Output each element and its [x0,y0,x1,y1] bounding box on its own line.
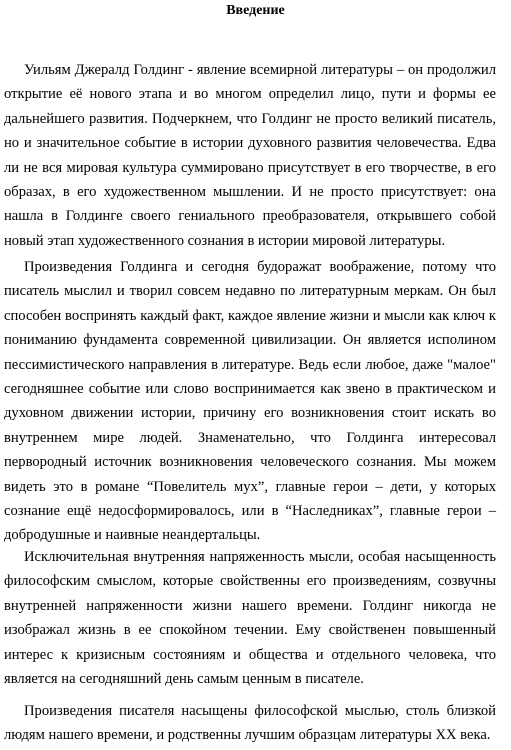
paragraph-intro: Уильям Джералд Голдинг - явление всемирной литературы – он продолжил открытие её нового этапа и во многом определил лицо, пути и формы ее дальнейшего развития. Подчеркнем, что Голдинг не просто великий писатель, но и значительное событие в истории духовного развития человечества. Едва ли не вся мировая культура суммировано присутствует в его творчестве, в его образах, в его художественном мышлении. И не просто присутствует: она нашла в Голдинге своего гениального преобразователя, открывшего собой новый этап художественного сознания в истории мировой литературы. [4,62,496,249]
document-title: Введение [226,3,285,18]
paragraph-philosophy: Произведения писателя насыщены философской мыслью, столь близкой людям нашего времени, и родственны лучшим образцам литературы XX века. [4,703,496,744]
paragraph-tension: Исключительная внутренняя напряженность мысли, особая насыщенность философским смыслом, которые свойственны его произведениям, созвучны внутренней напряженности жизни нашего времени. Голдинг никогда не изображал жизнь в ее спокойном течении. Ему свойственен повышенный интерес к кризисным состояниям и общества и отдельного человека, что является на сегодняшний день самым ценным в писателе. [4,549,496,688]
paragraph-works: Произведения Голдинга и сегодня будоражат воображение, потому что писатель мыслил и творил совсем недавно по литературным меркам. Он был способен воспринять каждый факт, каждое явление жизни и мысли как ключ к пониманию фундамента современной цивилизации. Он является исполином пессимистического направления в литературе. Ведь если любое, даже "малое" сегодняшнее событие или слово воспринимается как звено в практическом и духовном движении истории, причину его возникновения стоит искать во внутреннем мире людей. Знаменательно, что Голдинга интересовал первородный источник возникновения человеческого сознания. Мы можем видеть это в романе “Повелитель мух”, главные герои – дети, у которых сознание ещё недосформировалось, или в “Наследниках”, главные герои – добродушные и наивные неандертальцы. [4,259,496,544]
